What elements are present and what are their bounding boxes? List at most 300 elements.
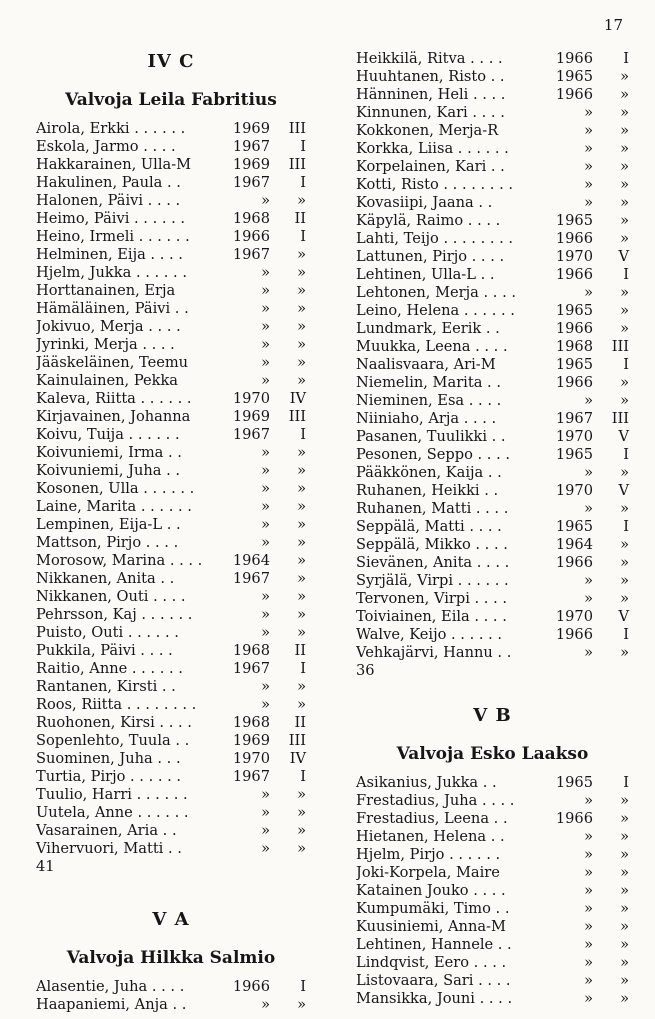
grade-value: » (297, 804, 306, 821)
student-list (36, 120, 306, 858)
student-name: Lehtonen, Merja . . . . (356, 284, 516, 301)
grade-value: » (620, 140, 629, 157)
year-value: » (261, 678, 270, 695)
year-value: 1966 (555, 626, 593, 643)
year-value: 1967 (232, 246, 270, 263)
grade-value: II (294, 210, 306, 227)
student-name: Naalisvaara, Ari-M (356, 356, 496, 373)
list-item (356, 918, 629, 936)
student-name: Kaleva, Riitta . . . . . . (36, 390, 192, 407)
grade-value: » (620, 392, 629, 409)
list-item (356, 536, 629, 554)
year-value: 1969 (232, 120, 270, 137)
student-name: Airola, Erkki . . . . . . (36, 120, 186, 137)
list-item (36, 570, 306, 588)
grade-value: » (297, 678, 306, 695)
list-item (356, 990, 629, 1008)
student-name: Lattunen, Pirjo . . . . (356, 248, 505, 265)
grade-value: » (297, 624, 306, 641)
grade-value: » (297, 444, 306, 461)
grade-value: » (620, 936, 629, 953)
student-name: Lempinen, Eija-L . . (36, 516, 181, 533)
year-value: 1970 (555, 428, 593, 445)
list-item (36, 120, 306, 138)
list-item (36, 660, 306, 678)
year-value: » (584, 284, 593, 301)
student-count: 41 (36, 858, 55, 875)
list-item (36, 408, 306, 426)
list-item (36, 624, 306, 642)
year-value: » (261, 336, 270, 353)
grade-value: » (620, 846, 629, 863)
list-item (356, 140, 629, 158)
grade-value: » (620, 86, 629, 103)
year-value: 1967 (232, 660, 270, 677)
student-name: Frestadius, Leena . . (356, 810, 508, 827)
student-name: Leino, Helena . . . . . . (356, 302, 515, 319)
supervisor-heading: Valvoja Esko Laakso (396, 744, 589, 764)
year-value: 1967 (232, 768, 270, 785)
list-item (356, 846, 629, 864)
student-name: Frestadius, Juha . . . . (356, 792, 515, 809)
grade-value: I (300, 228, 306, 245)
year-value: » (261, 606, 270, 623)
list-item (36, 228, 306, 246)
year-value: » (261, 822, 270, 839)
student-name: Korpelainen, Kari . . (356, 158, 505, 175)
list-item (356, 810, 629, 828)
year-value: 1966 (555, 374, 593, 391)
student-name: Koivuniemi, Irma . . (36, 444, 182, 461)
list-item (36, 498, 306, 516)
year-value: 1966 (555, 50, 593, 67)
list-item (356, 572, 629, 590)
year-value: » (584, 900, 593, 917)
student-name: Kainulainen, Pekka (36, 372, 179, 389)
list-item (36, 678, 306, 696)
year-value: » (584, 882, 593, 899)
year-value: » (584, 122, 593, 139)
student-name: Lundmark, Eerik . . (356, 320, 500, 337)
year-value: 1968 (232, 210, 270, 227)
grade-value: » (297, 480, 306, 497)
list-item (356, 828, 629, 846)
list-item (356, 68, 629, 86)
list-item (356, 608, 629, 626)
list-item (36, 732, 306, 750)
student-name: Pesonen, Seppo . . . . (356, 446, 511, 463)
list-item (356, 374, 629, 392)
list-item (356, 158, 629, 176)
year-value: » (584, 158, 593, 175)
list-item (356, 212, 629, 230)
year-value: » (261, 300, 270, 317)
student-name: Vehkajärvi, Hannu . . (356, 644, 512, 661)
year-value: » (261, 318, 270, 335)
list-item (356, 972, 629, 990)
student-name: Lehtinen, Hannele . . (356, 936, 512, 953)
supervisor-heading: Valvoja Leila Fabritius (65, 90, 277, 110)
grade-value: » (297, 246, 306, 263)
year-value: 1966 (555, 230, 593, 247)
grade-value: I (623, 356, 629, 373)
student-name: Hämäläinen, Päivi . . (36, 300, 189, 317)
year-value: 1965 (555, 774, 593, 791)
year-value: 1965 (555, 302, 593, 319)
list-item (36, 354, 306, 372)
grade-value: I (623, 774, 629, 791)
grade-value: IV (289, 750, 306, 767)
student-name: Sopenlehto, Tuula . . (36, 732, 190, 749)
year-value: » (584, 864, 593, 881)
student-name: Kuusiniemi, Anna-M (356, 918, 506, 935)
grade-value: » (297, 264, 306, 281)
year-value: 1968 (232, 714, 270, 731)
list-item (36, 534, 306, 552)
list-item (36, 750, 306, 768)
list-item (356, 338, 629, 356)
grade-value: » (620, 810, 629, 827)
year-value: » (261, 996, 270, 1013)
grade-value: II (294, 714, 306, 731)
student-name: Asikanius, Jukka . . (356, 774, 497, 791)
list-item (36, 336, 306, 354)
student-name: Seppälä, Mikko . . . . (356, 536, 508, 553)
list-item (36, 552, 306, 570)
student-name: Morosow, Marina . . . . (36, 552, 203, 569)
student-name: Ruhanen, Matti . . . . (356, 500, 509, 517)
student-name: Rantanen, Kirsti . . (36, 678, 176, 695)
student-name: Halonen, Päivi . . . . (36, 192, 181, 209)
list-item (36, 156, 306, 174)
list-item (36, 174, 306, 192)
grade-value: » (297, 282, 306, 299)
year-value: 1968 (555, 338, 593, 355)
grade-value: » (297, 318, 306, 335)
year-value: 1964 (232, 552, 270, 569)
year-value: » (584, 918, 593, 935)
grade-value: » (620, 122, 629, 139)
list-item (36, 642, 306, 660)
list-item (36, 822, 306, 840)
student-name: Helminen, Eija . . . . (36, 246, 183, 263)
grade-value: I (623, 626, 629, 643)
student-name: Kinnunen, Kari . . . . (356, 104, 505, 121)
year-value: » (261, 264, 270, 281)
student-name: Toiviainen, Eila . . . . (356, 608, 507, 625)
year-value: 1967 (232, 138, 270, 155)
year-value: » (261, 516, 270, 533)
grade-value: » (297, 606, 306, 623)
student-name: Pasanen, Tuulikki . . (356, 428, 506, 445)
student-name: Seppälä, Matti . . . . (356, 518, 502, 535)
list-item (356, 900, 629, 918)
grade-value: V (618, 482, 629, 499)
list-item (356, 774, 629, 792)
grade-value: » (620, 176, 629, 193)
list-item (356, 320, 629, 338)
list-item (356, 122, 629, 140)
year-value: » (261, 624, 270, 641)
year-value: » (584, 954, 593, 971)
grade-value: » (620, 554, 629, 571)
grade-value: » (620, 954, 629, 971)
student-name: Jääskeläinen, Teemu (36, 354, 189, 371)
list-item (36, 516, 306, 534)
list-item (356, 626, 629, 644)
student-name: Eskola, Jarmo . . . . (36, 138, 176, 155)
student-name: Mattson, Pirjo . . . . (36, 534, 179, 551)
student-name: Nikkanen, Outi . . . . (36, 588, 186, 605)
student-name: Hjelm, Jukka . . . . . . (36, 264, 187, 281)
grade-value: » (297, 300, 306, 317)
year-value: » (584, 572, 593, 589)
grade-value: » (620, 158, 629, 175)
year-value: 1964 (555, 536, 593, 553)
grade-value: » (620, 864, 629, 881)
list-item (36, 390, 306, 408)
student-name: Vihervuori, Matti . . (36, 840, 182, 857)
year-value: 1966 (555, 320, 593, 337)
grade-value: » (620, 500, 629, 517)
grade-value: » (297, 552, 306, 569)
list-item (356, 176, 629, 194)
grade-value: III (288, 156, 306, 173)
section-title: IV C (147, 51, 195, 72)
student-name: Nieminen, Esa . . . . (356, 392, 502, 409)
grade-value: » (297, 588, 306, 605)
student-name: Huuhtanen, Risto . . (356, 68, 505, 85)
grade-value: » (297, 534, 306, 551)
list-item (36, 840, 306, 858)
year-value: 1969 (232, 732, 270, 749)
student-name: Heino, Irmeli . . . . . . (36, 228, 190, 245)
student-name: Alasentie, Juha . . . . (36, 978, 185, 995)
grade-value: II (294, 642, 306, 659)
student-name: Niiniaho, Arja . . . . (356, 410, 497, 427)
student-name: Korkka, Liisa . . . . . . (356, 140, 509, 157)
grade-value: V (618, 428, 629, 445)
list-item (356, 792, 629, 810)
list-item (36, 282, 306, 300)
student-name: Hakulinen, Paula . . (36, 174, 181, 191)
grade-value: I (300, 978, 306, 995)
year-value: » (584, 792, 593, 809)
grade-value: V (618, 248, 629, 265)
year-value: 1966 (555, 554, 593, 571)
student-name: Lindqvist, Eero . . . . (356, 954, 507, 971)
student-name: Lahti, Teijo . . . . . . . . (356, 230, 514, 247)
grade-value: I (300, 138, 306, 155)
student-name: Listovaara, Sari . . . . (356, 972, 511, 989)
page-number: 17 (603, 16, 623, 34)
list-item (356, 86, 629, 104)
grade-value: I (623, 446, 629, 463)
grade-value: » (620, 590, 629, 607)
list-item (356, 410, 629, 428)
year-value: 1970 (232, 750, 270, 767)
year-value: 1970 (555, 608, 593, 625)
grade-value: III (611, 410, 629, 427)
list-item (36, 138, 306, 156)
student-name: Pääkkönen, Kaija . . (356, 464, 502, 481)
student-name: Walve, Keijo . . . . . . (356, 626, 503, 643)
year-value: 1966 (232, 978, 270, 995)
student-name: Raitio, Anne . . . . . . (36, 660, 183, 677)
student-name: Heimo, Päivi . . . . . . (36, 210, 186, 227)
year-value: 1965 (555, 68, 593, 85)
list-item (36, 768, 306, 786)
student-name: Haapaniemi, Anja . . (36, 996, 187, 1013)
list-item (356, 104, 629, 122)
student-name: Hakkarainen, Ulla-M (36, 156, 192, 173)
grade-value: IV (289, 390, 306, 407)
student-name: Kotti, Risto . . . . . . . . (356, 176, 513, 193)
year-value: » (584, 936, 593, 953)
student-list (356, 50, 629, 662)
grade-value: I (623, 518, 629, 535)
grade-value: » (297, 336, 306, 353)
list-item (356, 356, 629, 374)
grade-value: » (297, 786, 306, 803)
list-item (36, 318, 306, 336)
list-item (356, 248, 629, 266)
list-item (356, 554, 629, 572)
student-name: Jokivuo, Merja . . . . (36, 318, 181, 335)
grade-value: » (620, 918, 629, 935)
list-item (36, 996, 306, 1014)
list-item (356, 500, 629, 518)
student-name: Niemelin, Marita . . (356, 374, 501, 391)
list-item (36, 192, 306, 210)
student-name: Kokkonen, Merja-R (356, 122, 499, 139)
grade-value: » (297, 192, 306, 209)
student-name: Turtia, Pirjo . . . . . . (36, 768, 182, 785)
list-item (356, 464, 629, 482)
list-item (356, 194, 629, 212)
year-value: » (261, 804, 270, 821)
grade-value: » (620, 104, 629, 121)
grade-value: I (300, 660, 306, 677)
year-value: » (584, 972, 593, 989)
student-name: Joki-Korpela, Maire (356, 864, 500, 881)
year-value: 1970 (232, 390, 270, 407)
list-item (36, 426, 306, 444)
grade-value: » (297, 498, 306, 515)
list-item (36, 978, 306, 996)
list-item (356, 936, 629, 954)
student-count: 36 (356, 662, 375, 679)
grade-value: » (620, 572, 629, 589)
grade-value: I (623, 50, 629, 67)
grade-value: » (620, 536, 629, 553)
list-item (356, 428, 629, 446)
year-value: 1969 (232, 408, 270, 425)
student-name: Ruhanen, Heikki . . (356, 482, 499, 499)
list-item (356, 266, 629, 284)
student-name: Vasarainen, Aria . . (36, 822, 177, 839)
year-value: » (261, 480, 270, 497)
list-item (36, 696, 306, 714)
year-value: » (584, 644, 593, 661)
grade-value: III (288, 408, 306, 425)
year-value: » (584, 828, 593, 845)
list-item (36, 606, 306, 624)
year-value: » (261, 588, 270, 605)
year-value: » (261, 534, 270, 551)
student-name: Suominen, Juha . . . (36, 750, 181, 767)
list-item (356, 284, 629, 302)
year-value: 1965 (555, 356, 593, 373)
grade-value: I (300, 174, 306, 191)
student-name: Hjelm, Pirjo . . . . . . (356, 846, 501, 863)
list-item (356, 882, 629, 900)
year-value: 1967 (232, 174, 270, 191)
list-item (36, 210, 306, 228)
grade-value: » (620, 284, 629, 301)
grade-value: » (297, 696, 306, 713)
grade-value: » (620, 900, 629, 917)
grade-value: » (620, 212, 629, 229)
year-value: » (584, 176, 593, 193)
section-title: V B (473, 705, 512, 726)
grade-value: » (620, 194, 629, 211)
grade-value: » (620, 230, 629, 247)
grade-value: » (620, 302, 629, 319)
year-value: 1968 (232, 642, 270, 659)
year-value: 1966 (555, 810, 593, 827)
year-value: » (261, 462, 270, 479)
list-item (36, 462, 306, 480)
student-name: Pukkila, Päivi . . . . (36, 642, 173, 659)
grade-value: » (620, 882, 629, 899)
grade-value: » (297, 516, 306, 533)
student-name: Muukka, Leena . . . . (356, 338, 508, 355)
year-value: 1965 (555, 446, 593, 463)
student-name: Katainen Jouko . . . . (356, 882, 506, 899)
list-item (356, 50, 629, 68)
grade-value: » (297, 570, 306, 587)
section-title: V A (152, 909, 190, 930)
list-item (356, 392, 629, 410)
list-item (356, 954, 629, 972)
grade-value: V (618, 608, 629, 625)
year-value: » (261, 282, 270, 299)
right-column (356, 50, 629, 1008)
student-name: Kumpumäki, Timo . . (356, 900, 510, 917)
year-value: 1966 (555, 86, 593, 103)
student-name: Puisto, Outi . . . . . . (36, 624, 179, 641)
grade-value: » (620, 464, 629, 481)
student-name: Koivuniemi, Juha . . (36, 462, 180, 479)
year-value: » (584, 990, 593, 1007)
grade-value: » (620, 792, 629, 809)
list-item (36, 444, 306, 462)
year-value: 1965 (555, 518, 593, 535)
student-name: Pehrsson, Kaj . . . . . . (36, 606, 193, 623)
year-value: » (261, 354, 270, 371)
year-value: » (584, 140, 593, 157)
student-name: Ruohonen, Kirsi . . . . (36, 714, 192, 731)
student-name: Laine, Marita . . . . . . (36, 498, 192, 515)
year-value: » (584, 590, 593, 607)
student-list (36, 978, 306, 1014)
year-value: 1966 (232, 228, 270, 245)
list-item (356, 446, 629, 464)
year-value: » (261, 696, 270, 713)
year-value: » (261, 372, 270, 389)
list-item (36, 372, 306, 390)
